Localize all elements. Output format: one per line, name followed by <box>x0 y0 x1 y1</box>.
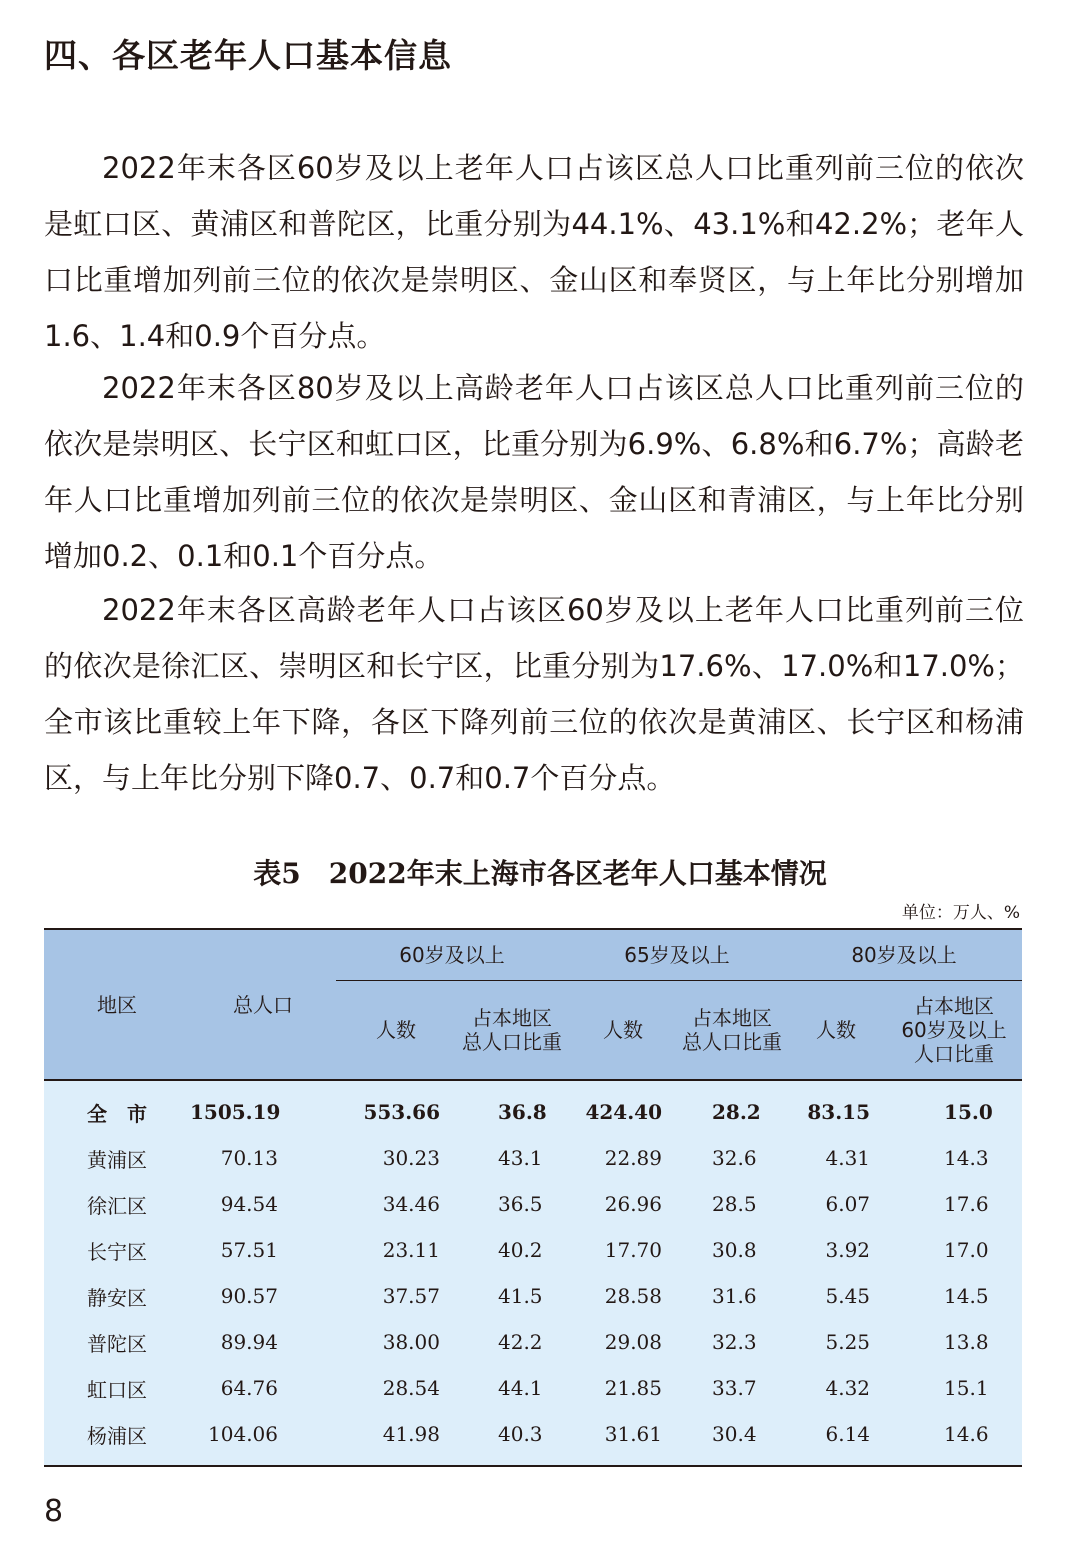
cell-value: 31.61 <box>568 1411 678 1466</box>
table-row <box>44 1319 1022 1365</box>
cell-value: 30.23 <box>336 1135 456 1181</box>
cell-value: 70.13 <box>190 1135 336 1181</box>
header-region: 地区 <box>44 929 190 1080</box>
table-header <box>44 929 1022 1080</box>
cell-value: 14.3 <box>886 1135 1022 1181</box>
cell-value: 5.45 <box>786 1273 886 1319</box>
cell-value: 44.1 <box>456 1365 568 1411</box>
header-count-80: 人数 <box>786 981 886 1081</box>
cell-value: 41.5 <box>456 1273 568 1319</box>
cell-region: 长宁区 <box>44 1227 190 1273</box>
header-share-80: 占本地区 60岁及以上 人口比重 <box>886 981 1022 1081</box>
cell-value: 3.92 <box>786 1227 886 1273</box>
paragraph-80-plus: 2022年末各区80岁及以上高龄老年人口占该区总人口比重列前三位的依次是崇明区、长宁区和虹口区，比重分别为6.9%、6.8%和6.7%；高龄老年人口比重增加列前三位的依次是崇明区、金山区和青浦区，与上年比分别增加0.2、0.1和0.1个百分点。 <box>44 371 1024 573</box>
cell-region: 全 市 <box>44 1080 190 1135</box>
table-body <box>44 1080 1022 1466</box>
cell-region: 虹口区 <box>44 1365 190 1411</box>
cell-value: 40.3 <box>456 1411 568 1466</box>
cell-value: 6.14 <box>786 1411 886 1466</box>
cell-value: 36.8 <box>456 1080 568 1135</box>
cell-value: 28.2 <box>678 1080 786 1135</box>
table-row <box>44 1365 1022 1411</box>
cell-value: 5.25 <box>786 1319 886 1365</box>
cell-value: 43.1 <box>456 1135 568 1181</box>
cell-value: 40.2 <box>456 1227 568 1273</box>
cell-value: 29.08 <box>568 1319 678 1365</box>
paragraph-elderly-share: 2022年末各区高龄老年人口占该区60岁及以上老年人口比重列前三位的依次是徐汇区、崇明区和长宁区，比重分别为17.6%、17.0%和17.0%；全市该比重较上年下降，各区下降列前三位的依次是黄浦区、长宁区和杨浦区，与上年比分别下降0.7、0.7和0.7个百分点。 <box>44 593 1024 795</box>
cell-value: 38.00 <box>336 1319 456 1365</box>
cell-value: 89.94 <box>190 1319 336 1365</box>
cell-value: 23.11 <box>336 1227 456 1273</box>
section-heading: 四、各区老年人口基本信息 <box>44 36 452 75</box>
header-group-65: 65岁及以上 <box>568 929 786 981</box>
cell-value: 4.31 <box>786 1135 886 1181</box>
cell-region: 徐汇区 <box>44 1181 190 1227</box>
cell-value: 26.96 <box>568 1181 678 1227</box>
cell-region: 杨浦区 <box>44 1411 190 1466</box>
cell-value: 17.70 <box>568 1227 678 1273</box>
cell-value: 1505.19 <box>190 1080 336 1135</box>
cell-region: 普陀区 <box>44 1319 190 1365</box>
cell-value: 90.57 <box>190 1273 336 1319</box>
cell-region: 黄浦区 <box>44 1135 190 1181</box>
header-share-60: 占本地区 总人口比重 <box>456 981 568 1081</box>
cell-value: 13.8 <box>886 1319 1022 1365</box>
cell-value: 41.98 <box>336 1411 456 1466</box>
page-number: 8 <box>44 1494 64 1529</box>
header-count-65: 人数 <box>568 981 678 1081</box>
cell-value: 31.6 <box>678 1273 786 1319</box>
cell-region: 静安区 <box>44 1273 190 1319</box>
header-total: 总人口 <box>190 929 336 1080</box>
table-unit: 单位：万人、% <box>901 903 1020 923</box>
cell-value: 28.5 <box>678 1181 786 1227</box>
paragraph-60-plus: 2022年末各区60岁及以上老年人口占该区总人口比重列前三位的依次是虹口区、黄浦区和普陀区，比重分别为44.1%、43.1%和42.2%；老年人口比重增加列前三位的依次是崇明区、金山区和奉贤区，与上年比分别增加1.6、1.4和0.9个百分点。 <box>44 151 1024 353</box>
cell-value: 34.46 <box>336 1181 456 1227</box>
cell-value: 64.76 <box>190 1365 336 1411</box>
cell-value: 94.54 <box>190 1181 336 1227</box>
cell-value: 14.5 <box>886 1273 1022 1319</box>
cell-value: 37.57 <box>336 1273 456 1319</box>
elderly-population-table <box>44 928 1022 1467</box>
header-count-60: 人数 <box>336 981 456 1081</box>
cell-value: 17.0 <box>886 1227 1022 1273</box>
table-row <box>44 1135 1022 1181</box>
cell-value: 15.0 <box>886 1080 1022 1135</box>
cell-value: 4.32 <box>786 1365 886 1411</box>
cell-value: 17.6 <box>886 1181 1022 1227</box>
header-share-65: 占本地区 总人口比重 <box>678 981 786 1081</box>
cell-value: 104.06 <box>190 1411 336 1466</box>
cell-value: 32.3 <box>678 1319 786 1365</box>
table-row <box>44 1273 1022 1319</box>
cell-value: 6.07 <box>786 1181 886 1227</box>
cell-value: 424.40 <box>568 1080 678 1135</box>
cell-value: 57.51 <box>190 1227 336 1273</box>
header-group-60: 60岁及以上 <box>336 929 568 981</box>
cell-value: 83.15 <box>786 1080 886 1135</box>
table-row <box>44 1080 1022 1135</box>
cell-value: 15.1 <box>886 1365 1022 1411</box>
table-row <box>44 1411 1022 1466</box>
cell-value: 28.54 <box>336 1365 456 1411</box>
table-row <box>44 1181 1022 1227</box>
cell-value: 30.4 <box>678 1411 786 1466</box>
cell-value: 30.8 <box>678 1227 786 1273</box>
cell-value: 36.5 <box>456 1181 568 1227</box>
header-group-80: 80岁及以上 <box>786 929 1022 981</box>
cell-value: 28.58 <box>568 1273 678 1319</box>
cell-value: 33.7 <box>678 1365 786 1411</box>
cell-value: 14.6 <box>886 1411 1022 1466</box>
cell-value: 32.6 <box>678 1135 786 1181</box>
cell-value: 22.89 <box>568 1135 678 1181</box>
cell-value: 21.85 <box>568 1365 678 1411</box>
cell-value: 42.2 <box>456 1319 568 1365</box>
table-title: 表5 2022年末上海市各区老年人口基本情况 <box>253 857 827 890</box>
table-row <box>44 1227 1022 1273</box>
cell-value: 553.66 <box>336 1080 456 1135</box>
